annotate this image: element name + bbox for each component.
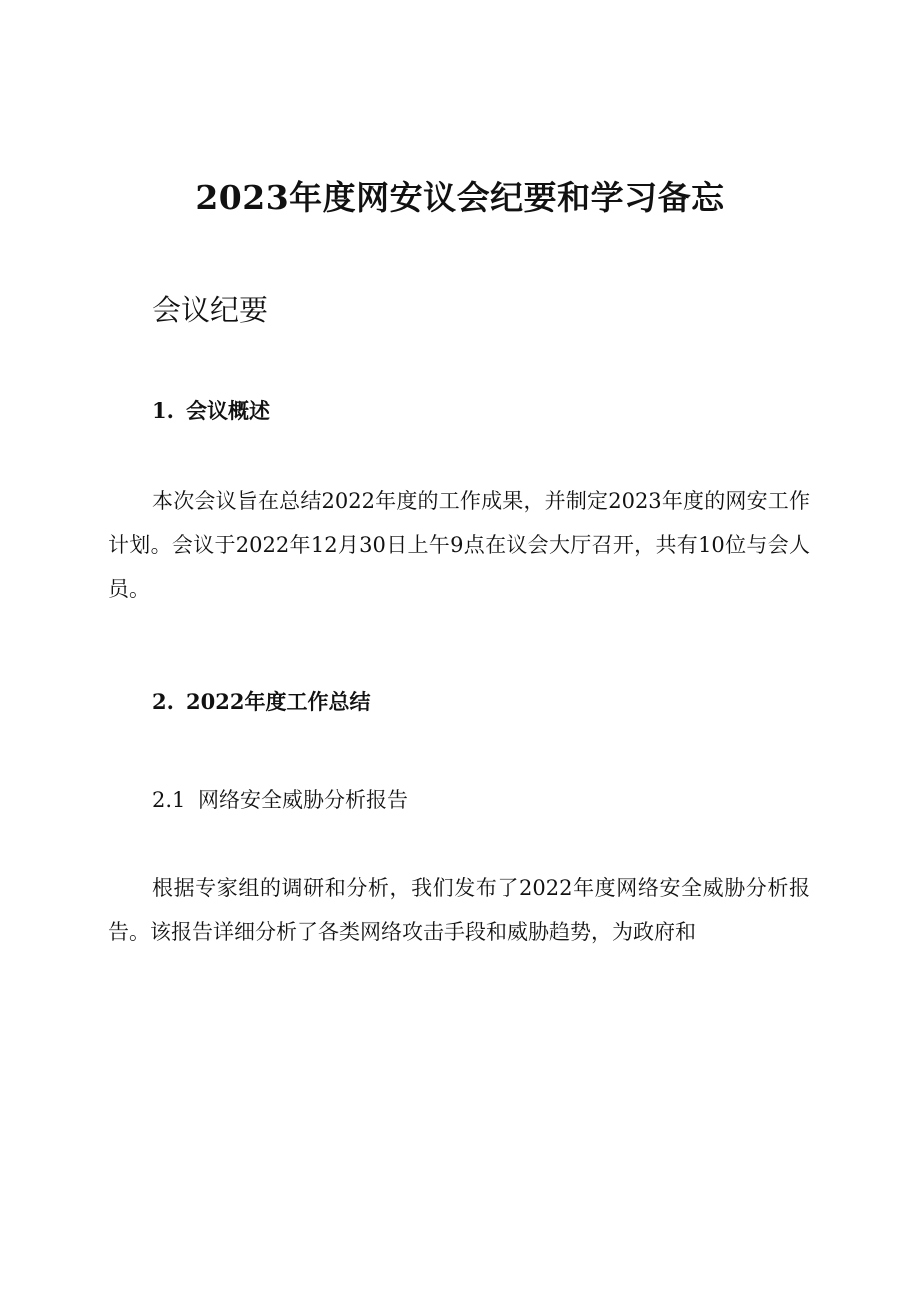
paragraph-threat-report: 根据专家组的调研和分析，我们发布了2022年度网络安全威胁分析报告。该报告详细分析了各类网络攻击手段和威胁趋势，为政府和 xyxy=(108,876,810,944)
subheading-threat-report xyxy=(152,784,408,814)
section-heading: 会议纪要 xyxy=(152,293,269,327)
paragraph-meeting-overview: 本次会议旨在总结2022年度的工作成果，并制定2023年度的网安工作计划。会议于2022年12月30日上午9点在议会大厅召开，共有10位与会人员。 xyxy=(108,489,810,601)
document-title: 2023年度网安议会纪要和学习备忘 xyxy=(195,178,725,217)
heading-2022-work-summary xyxy=(152,686,370,716)
heading-number: 1. xyxy=(152,398,174,423)
heading-text: 2022年度工作总结 xyxy=(186,689,371,714)
heading-meeting-overview xyxy=(152,395,270,425)
subheading-number: 2.1 xyxy=(152,788,186,812)
subheading-text: 网络安全威胁分析报告 xyxy=(198,788,408,812)
heading-number: 2. xyxy=(152,689,174,714)
heading-text: 会议概述 xyxy=(186,398,270,423)
